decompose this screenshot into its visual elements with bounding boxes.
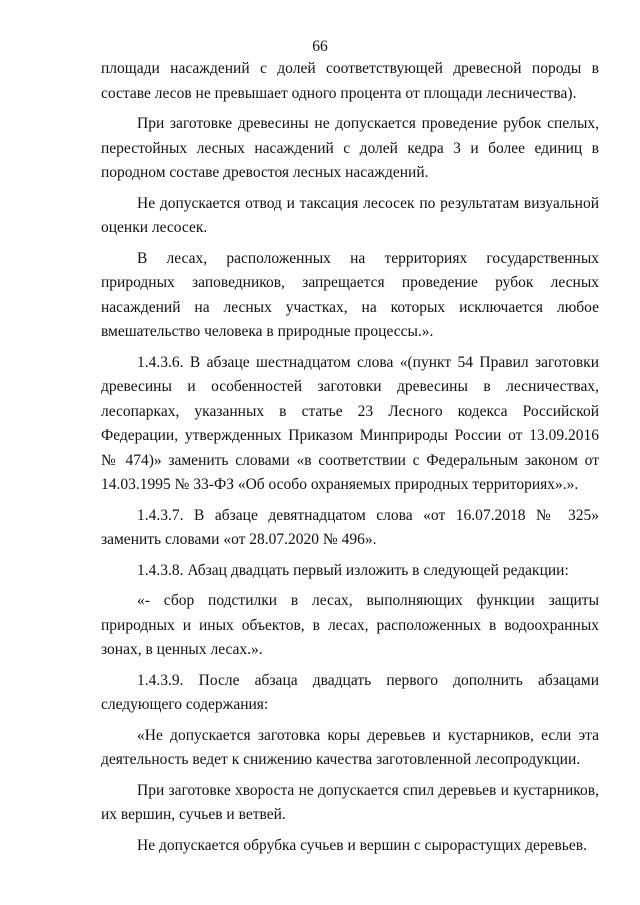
paragraph-bark-harvesting: «Не допускается заготовка коры деревьев и кустарников, если эта деятельность ведет к снижению качества заготовленной лесопродукции.	[101, 726, 599, 768]
paragraph-cedar-restriction: При заготовке древесины не допускается проведение рубок спелых, перестойных лесных насаждений с долей кедра 3 и более единиц в породном составе древостоя лесных насаждений.	[101, 115, 599, 181]
paragraph-item-1-4-3-9: 1.4.3.9. После абзаца двадцать первого дополнить абзацами следующего содержания:	[101, 671, 599, 713]
paragraph-brushwood: При заготовке хвороста не допускается спил деревьев и кустарников, их вершин, сучьев и ветвей.	[101, 781, 599, 823]
paragraph-pruning: Не допускается обрубка сучьев и вершин с сырорастущих деревьев.	[137, 836, 587, 854]
page-number: 66	[312, 38, 328, 55]
paragraph-continuation: площади насаждений с долей соответствующей древесной породы в составе лесов не превышает одного процента от площади лесничества).	[101, 60, 599, 102]
paragraph-visual-assessment: Не допускается отвод и таксация лесосек по результатам визуальной оценки лесосек.	[101, 194, 599, 236]
paragraph-litter-collection: «- сбор подстилки в лесах, выполняющих функции защиты природных и иных объектов, в лесах, расположенных в водоохранных зонах, в ценных лесах.».	[101, 592, 599, 658]
document-body	[101, 57, 599, 858]
paragraph-item-1-4-3-8: 1.4.3.8. Абзац двадцать первый изложить в следующей редакции:	[137, 561, 569, 579]
paragraph-item-1-4-3-7: 1.4.3.7. В абзаце девятнадцатом слова «от 16.07.2018 № 325» заменить словами «от 28.07.2020 № 496».	[101, 506, 599, 548]
paragraph-item-1-4-3-6: 1.4.3.6. В абзаце шестнадцатом слова «(пункт 54 Правил заготовки древесины и особенностей заготовки древесины в лесничествах, лесопарках, указанных в статье 23 Лесного кодекса Российской Федерации, утвержденных Приказом Минприроды России от 13.09.2016 № 474)» заменить словами «в соответствии с Федеральным законом от 14.03.1995 № 33-ФЗ «Об особо охраняемых природных территориях».».	[101, 353, 599, 493]
paragraph-reserves: В лесах, расположенных на территориях государственных природных заповедников, запрещается проведение рубок лесных насаждений на лесных участках, на которых исключается любое вмешательство человека в природные процессы.».	[101, 249, 599, 340]
